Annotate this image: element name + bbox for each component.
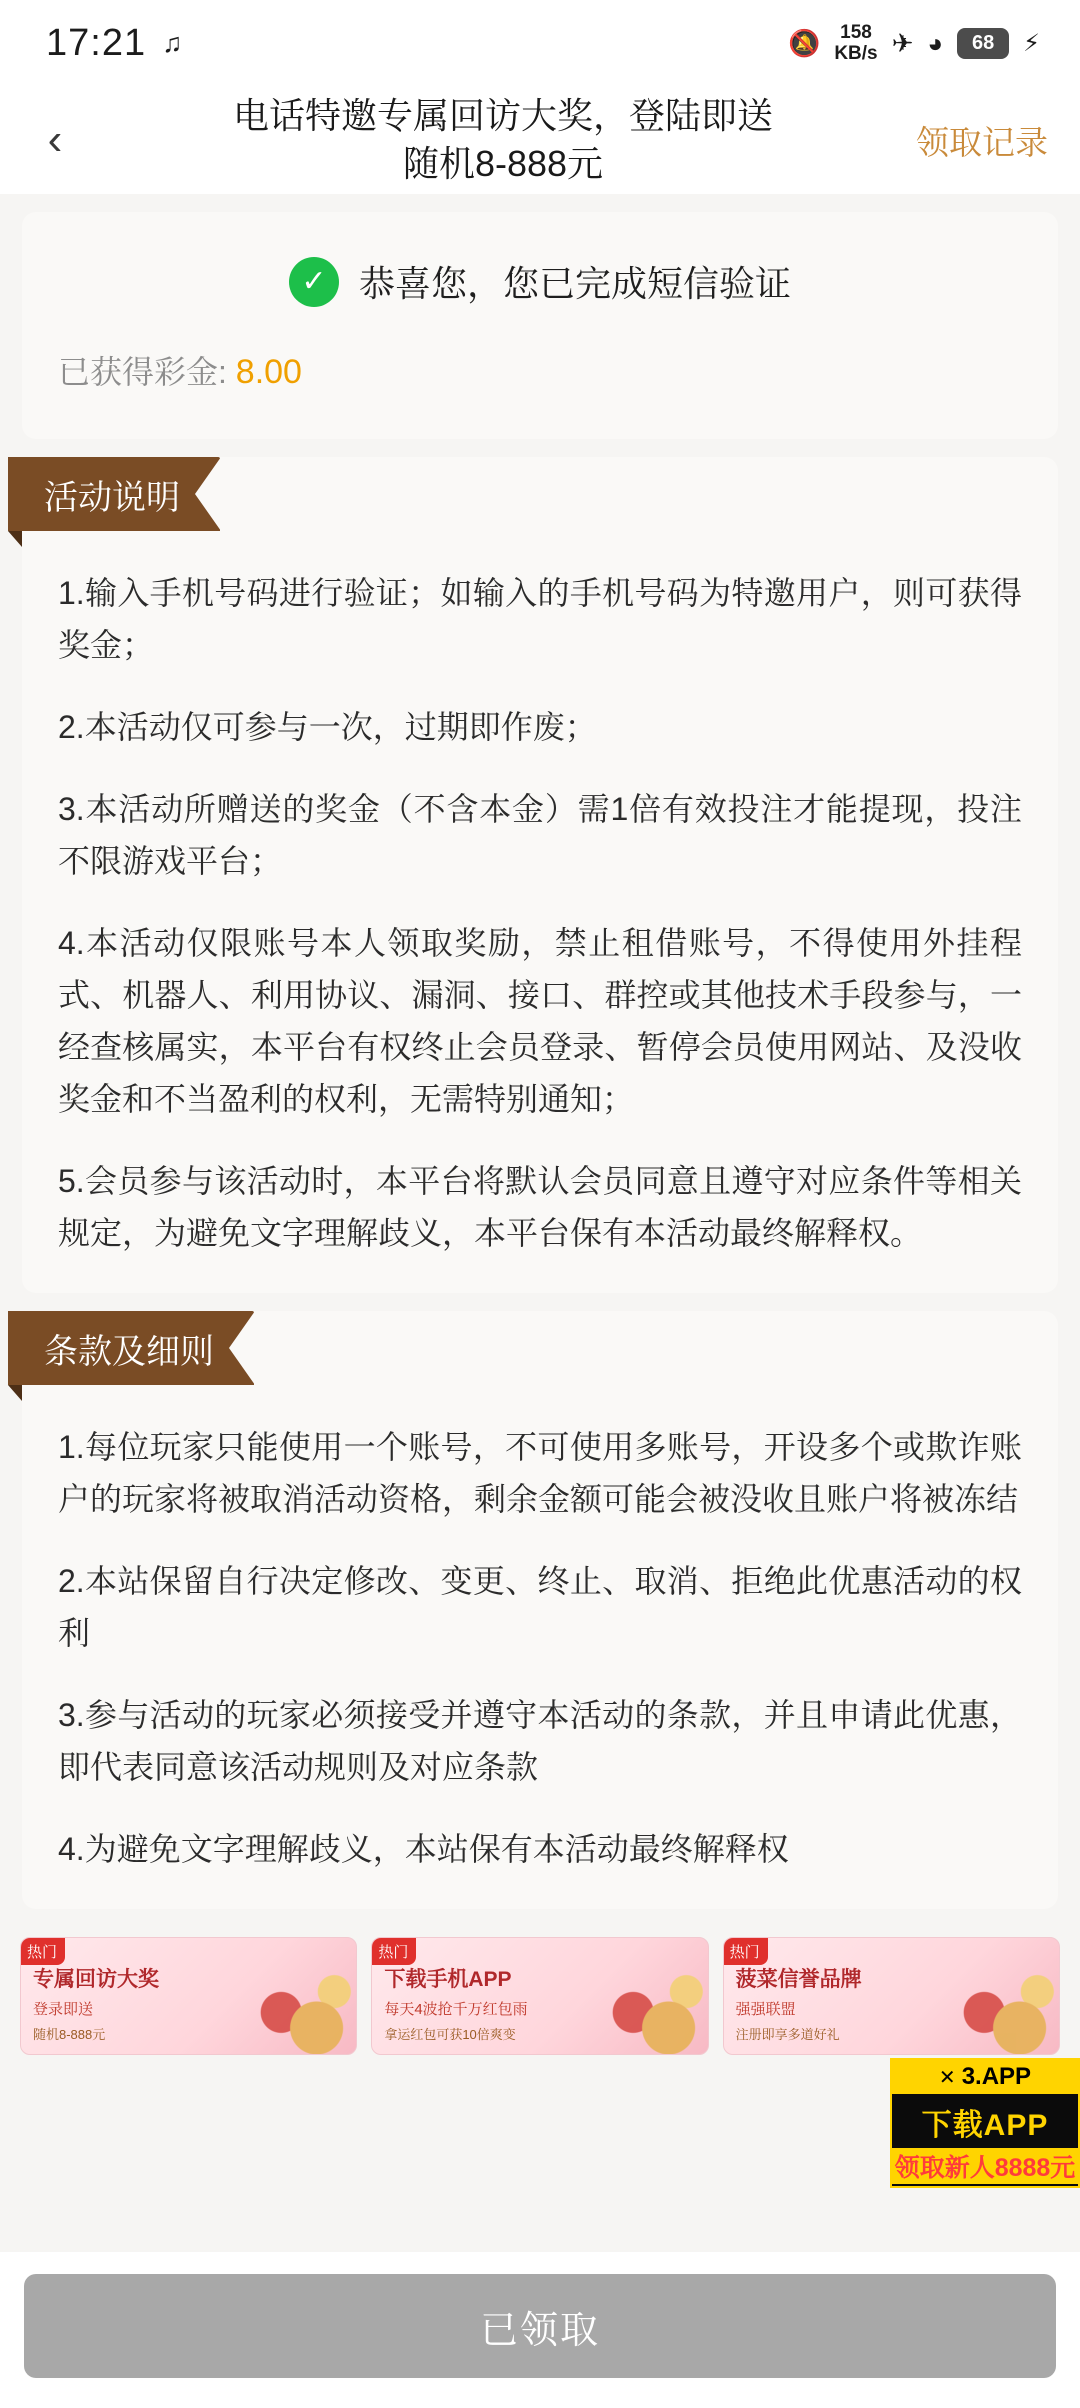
promo-banner[interactable] <box>371 1937 708 2055</box>
rule-paragraph: 5.会员参与该活动时，本平台将默认会员同意且遵守对应条件等相关规定，为避免文字理解歧义，本平台保有本活动最终解释权。 <box>58 1163 1022 1251</box>
floating-ad[interactable] <box>890 2058 1080 2188</box>
ribbon-tail <box>8 1385 22 1401</box>
promo-banner[interactable] <box>723 1937 1060 2055</box>
amount-label: 已获得彩金: <box>58 354 227 390</box>
ribbon-tail <box>8 531 22 547</box>
floating-ad-line2: 领取新人8888元 <box>892 2148 1078 2184</box>
ribbon-terms <box>22 1311 1058 1385</box>
check-circle-icon: ✓ <box>289 257 339 307</box>
result-card <box>22 212 1058 439</box>
banner-note: 拿运红包可获10倍爽变 <box>384 2027 516 2042</box>
floating-ad-brand: 3.APP <box>961 2063 1032 2090</box>
claim-records-link[interactable]: 领取记录 <box>916 123 1048 161</box>
claim-button[interactable]: 已领取 <box>24 2274 1056 2378</box>
ribbon-label: 条款及细则 <box>8 1311 254 1385</box>
battery-indicator: 68 <box>957 28 1009 59</box>
status-bar-left <box>46 22 182 65</box>
banner-text <box>384 1963 527 2043</box>
rule-paragraph: 3.本活动所赠送的奖金（不含本金）需1倍有效投注才能提现，投注不限游戏平台； <box>58 791 1022 879</box>
success-message: 恭喜您，您已完成短信验证 <box>358 263 791 304</box>
floating-ad-line1: 下载APP <box>921 2109 1049 2142</box>
banner-title: 菠菜信誉品牌 <box>735 1968 862 1991</box>
status-time: 17:21 <box>46 21 147 64</box>
status-bar <box>0 0 1080 86</box>
success-row <box>58 256 1022 307</box>
term-paragraph: 4.为避免文字理解歧义，本站保有本活动最终解释权 <box>58 1831 789 1867</box>
banner-text <box>736 1963 862 2043</box>
network-speed-value: 158 <box>840 22 872 43</box>
banner-note: 注册即享多道好礼 <box>735 2027 840 2042</box>
promo-banner[interactable] <box>20 1937 357 2055</box>
ribbon-activity-rules <box>22 457 1058 531</box>
wifi-icon: ◕ <box>927 28 944 58</box>
network-speed-unit: KB/s <box>834 43 878 64</box>
amount-value: 8.00 <box>235 353 302 391</box>
bell-muted-icon: 🔕 <box>787 28 821 58</box>
banner-subtitle: 每天4波抢千万红包雨 <box>384 2001 528 2018</box>
banner-subtitle: 强强联盟 <box>735 2001 796 2018</box>
page-title: 电话特邀专属回访大奖，登陆即送 随机8-888元 <box>233 95 774 184</box>
banner-text <box>33 1963 159 2043</box>
page-body <box>0 194 1080 2252</box>
rule-paragraph: 4.本活动仅限账号本人领取奖励，禁止租借账号，不得使用外挂程式、机器人、利用协议、漏洞、接口、群控或其他技术手段参与，一经查核属实，本平台有权终止会员登录、暂停会员使用网站、及没收奖金和不当盈利的权利，无需特别通知； <box>58 925 1022 1117</box>
banner-hot-tag: 热门 <box>372 1938 416 1965</box>
page-header <box>0 86 1080 194</box>
music-note-icon: ♫ <box>162 27 183 58</box>
floating-ad-header <box>892 2060 1078 2094</box>
footer <box>0 2252 1080 2408</box>
term-paragraph: 3.参与活动的玩家必须接受并遵守本活动的条款，并且申请此优惠，即代表同意该活动规则及对应条款 <box>58 1697 1022 1785</box>
airplane-icon: ✈ <box>891 28 914 58</box>
ribbon-label: 活动说明 <box>8 457 220 531</box>
bolt-icon: ⚡ <box>1023 29 1040 57</box>
banner-artwork <box>586 1950 704 2054</box>
banner-hot-tag: 热门 <box>724 1938 768 1965</box>
amount-row <box>58 347 1022 393</box>
banner-subtitle: 登录即送 <box>33 2001 94 2018</box>
term-paragraph: 1.每位玩家只能使用一个账号，不可使用多账号，开设多个或欺诈账户的玩家将被取消活动资格，剩余金额可能会被没收且账户将被冻结 <box>58 1429 1022 1517</box>
network-speed <box>834 22 877 64</box>
banner-artwork <box>937 1950 1055 2054</box>
promo-banner-strip <box>0 1915 1080 2065</box>
rule-paragraph: 1.输入手机号码进行验证；如输入的手机号码为特邀用户，则可获得奖金； <box>58 575 1022 663</box>
banner-artwork <box>234 1950 352 2054</box>
banner-note: 随机8-888元 <box>33 2027 106 2042</box>
close-icon[interactable]: ✕ <box>938 2066 956 2089</box>
rule-paragraph: 2.本活动仅可参与一次，过期即作废； <box>58 709 597 745</box>
back-button[interactable]: ‹ <box>47 115 63 164</box>
banner-title: 专属回访大奖 <box>33 1968 159 1991</box>
section-activity-rules <box>22 457 1058 1293</box>
banner-hot-tag: 热门 <box>21 1938 65 1965</box>
section-terms <box>22 1311 1058 1909</box>
status-bar-right <box>788 22 1040 64</box>
banner-title: 下载手机APP <box>384 1968 512 1991</box>
term-paragraph: 2.本站保留自行决定修改、变更、终止、取消、拒绝此优惠活动的权利 <box>58 1563 1022 1651</box>
